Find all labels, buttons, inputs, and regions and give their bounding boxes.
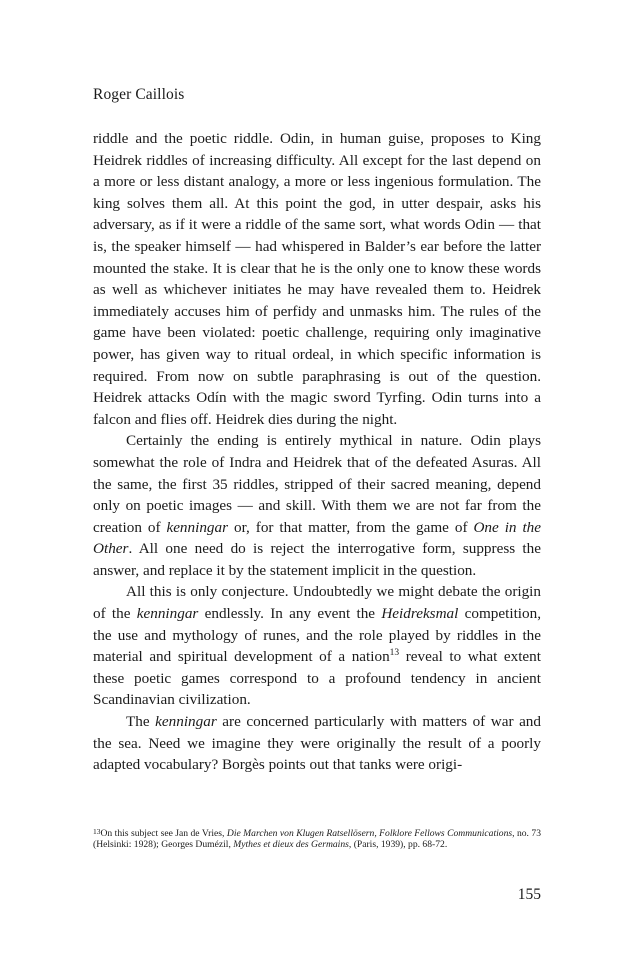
text-run: , (Paris, 1939), pp. 68-72. [348, 839, 448, 851]
text-run: reveal to what extent these poetic games correspond to a profound tendency in ancient Scandinavian civilization. [93, 648, 541, 709]
text-run: or, for that matter, from the game of [228, 518, 474, 536]
footnote-number: 13 [93, 827, 101, 836]
italic-text: Mythes et dieux des Germains [233, 839, 349, 851]
text-run: The [126, 713, 156, 731]
italic-text: kenningar [155, 713, 217, 731]
paragraph [93, 581, 541, 711]
text-run: , no. 73 (Helsinki: 1928); Georges Dumézil, [93, 828, 541, 851]
text-run: On this subject see Jan de Vries, [100, 828, 227, 839]
paragraph [93, 430, 541, 581]
paragraph [93, 128, 541, 430]
text-run: endlessly. In any event the [198, 605, 382, 623]
body-text [93, 128, 541, 776]
italic-text: One in the Other [93, 518, 542, 558]
text-run: Certainly the ending is entirely mythical in nature. Odin plays somewhat the role of Indra and Heidrek that of the defeated Asuras. All the same, the first 35 riddles, stripped of their sacred meaning, depend only on poetic images — and skill. With them we are not far from the creation of [93, 432, 541, 536]
text-run: riddle and the poetic riddle. Odin, in human guise, proposes to King Heidrek riddles of increasing difficulty. All except for the last depend on a more or less distant analogy, a more or less ingenious formulation. The king solves them all. At this point the god, in utter despair, asks his adversary, as if it were a riddle of the same sort, what words Odin — that is, the speaker himself — had whispered in Balder’s ear before the latter mounted the stake. It is clear that he is the only one to know these words as well as whichever initiates he may have revealed them to. Heidrek immediately accuses him of perfidy and unmasks him. The rules of the game have been violated: poetic challenge, requiring only imaginative power, has given way to ritual ordeal, in which specific information is required. From now on subtle paraphrasing is out of the question. Heidrek attacks Odín with the magic sword Tyrfing. Odin turns into a falcon and flies off. Heidrek dies during the night. [93, 130, 541, 428]
text-run: All this is only conjecture. Undoubtedly we might debate the origin of the [93, 583, 541, 623]
italic-text: Die Marchen von Klugen Ratsellösern, Folklore Fellows Communications [226, 828, 513, 839]
page-number: 155 [517, 886, 541, 903]
running-header: Roger Caillois [93, 86, 185, 103]
paragraph [93, 711, 541, 776]
text-run: are concerned particularly with matters of war and the sea. Need we imagine they were originally the result of a poorly adapted vocabulary? Borgès points out that tanks were origi- [93, 713, 541, 774]
italic-text: kenningar [136, 605, 199, 623]
italic-text: kenningar [166, 518, 229, 536]
text-run: . All one need do is reject the interrogative form, suppress the answer, and replace it by the statement implicit in the question. [93, 540, 541, 579]
footnote [93, 826, 541, 851]
footnote-marker: 13 [389, 648, 400, 659]
footnote-text [93, 828, 541, 850]
text-run: competition, the use and mythology of runes, and the role played by riddles in the material and spiritual development of a nation [93, 605, 541, 666]
italic-text: Heidreksmal [381, 605, 459, 623]
